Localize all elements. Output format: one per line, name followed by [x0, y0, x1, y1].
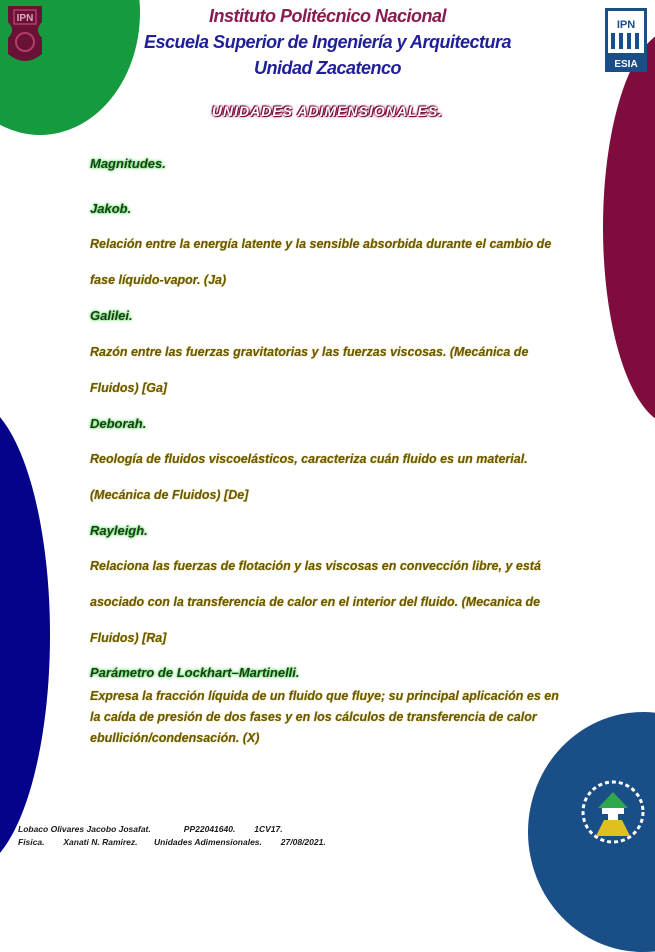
term-galilei: Galilei.: [90, 308, 133, 323]
footer-course-line: Fisica. Xanati N. Ramirez. Unidades Adimensionales. 27/08/2021.: [18, 837, 326, 847]
footer-student-line: Lobaco Olivares Jacobo Josafat. PP22041640. 1CV17.: [18, 824, 283, 834]
term-jakob: Jakob.: [90, 201, 132, 216]
definition-lockhart-martinelli: Expresa la fracción líquida de un fluido que fluye; su principal aplicación es en la caída de presión de dos fases y en los cálculos de transferencia de calor ebullición/condensación. (X): [90, 689, 559, 745]
definition-deborah: Reología de fluidos viscoelásticos, caracteriza cuán fluido es un material. (Mecánica de Fluidos) [De]: [90, 452, 528, 502]
institution-name: Instituto Politécnico Nacional: [208, 6, 447, 26]
navy-side-shape: [0, 400, 50, 870]
definition-galilei: Razón entre las fuerzas gravitatorias y las fuerzas viscosas. (Mecánica de Fluidos) [Ga]: [90, 345, 529, 395]
term-rayleigh: Rayleigh.: [90, 523, 148, 538]
term-deborah: Deborah.: [90, 416, 147, 431]
document-title: UNIDADES ADIMENSIONALES.: [211, 103, 444, 119]
esia-emblem-logo: [578, 778, 648, 846]
definition-rayleigh: Relaciona las fuerzas de flotación y las viscosas en convección libre, y está asociado con la transferencia de calor en el interior del fluido. (Mecanica de Fluidos) [Ra]: [90, 559, 541, 645]
unit-name: Unidad Zacatenco: [253, 58, 402, 78]
ipn-logo-text: IPN: [16, 13, 34, 24]
definition-jakob: Relación entre la energía latente y la sensible absorbida durante el cambio de fase líquido-vapor. (Ja): [90, 237, 552, 287]
esia-logo-ipn-text: IPN: [616, 19, 636, 31]
maroon-side-shape: [603, 30, 655, 425]
section-heading: Magnitudes.: [90, 156, 166, 171]
esia-logo-esia-text: ESIA: [614, 59, 638, 70]
school-name: Escuela Superior de Ingeniería y Arquitectura: [144, 32, 511, 52]
term-lockhart-martinelli: Parámetro de Lockhart–Martinelli.: [90, 665, 300, 680]
